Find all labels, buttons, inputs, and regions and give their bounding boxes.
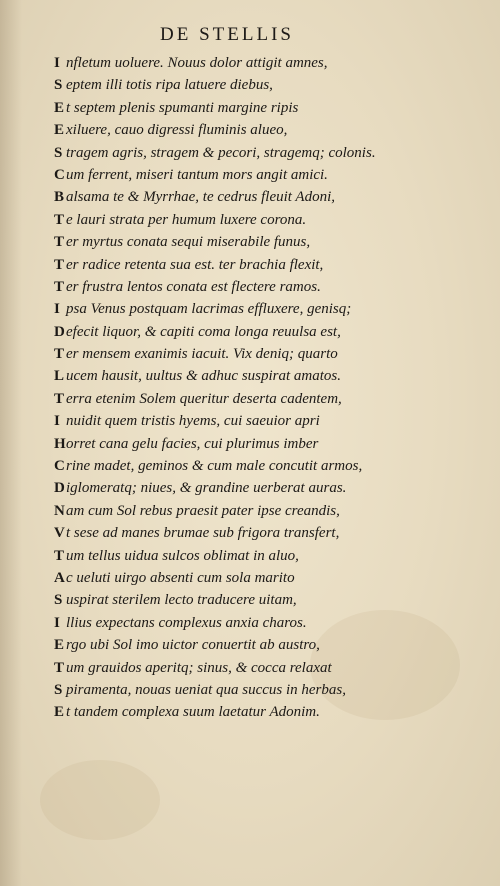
verse-initial: I <box>54 55 60 71</box>
verse-initial: T <box>54 346 65 363</box>
verse-initial: T <box>54 256 65 273</box>
verse-text: um grauidos aperitq; sinus, & cocca relaxat <box>66 659 332 676</box>
verse-line <box>54 298 454 320</box>
verse-text: t septem plenis spumanti margine ripis <box>66 99 299 116</box>
verse-text: nuidit quem tristis hyems, cui saeuior apri <box>66 413 320 430</box>
verse-initial: T <box>54 278 65 295</box>
verse-line <box>54 231 454 253</box>
verse-line <box>54 545 454 567</box>
verse-text: tragem agris, stragem & pecori, stragemq; colonis. <box>66 144 376 161</box>
verse-line <box>54 254 454 276</box>
running-title: DE STELLIS <box>160 24 294 45</box>
verse-text: orret cana gelu facies, cui plurimus imber <box>66 435 319 452</box>
verse-text: iglomeratq; niues, & grandine uerberat auras. <box>66 480 347 497</box>
verse-line <box>54 657 454 679</box>
verse-line <box>54 276 454 298</box>
verse-line <box>54 186 454 208</box>
verse-initial: N <box>54 502 65 519</box>
verse-text: rine madet, geminos & cum male concutit armos, <box>66 458 363 475</box>
verse-initial: H <box>54 435 66 452</box>
verse-line <box>54 97 454 119</box>
verse-text: ucem hausit, uultus & adhuc suspirat amatos. <box>66 368 342 385</box>
verse-initial: A <box>54 569 65 586</box>
verse-text: er mensem exanimis iacuit. Vix deniq; quarto <box>66 346 338 363</box>
verse-text: efecit liquor, & capiti coma longa reuulsa est, <box>66 323 341 340</box>
verse-line <box>54 52 454 74</box>
verse-text: t tandem complexa suum laetatur Adonim. <box>66 704 320 721</box>
paper-stain <box>40 760 160 840</box>
verse-initial: D <box>54 323 65 340</box>
verse-initial: S <box>54 144 63 161</box>
verse-line <box>54 522 454 544</box>
verse-initial: C <box>54 166 65 183</box>
verse-text: um ferrent, miseri tantum mors angit amici. <box>66 166 328 183</box>
verse-initial: T <box>54 211 65 228</box>
verse-line <box>54 477 454 499</box>
verse-text: t sese ad manes brumae sub frigora transfert, <box>66 525 340 542</box>
verse-text: er frustra lentos conata est flectere ramos. <box>66 278 321 295</box>
verse-initial: I <box>54 301 60 318</box>
verse-text: nfletum uoluere. Nouus dolor attigit amnes, <box>66 55 328 71</box>
verse-line <box>54 74 454 96</box>
verse-text: er myrtus conata sequi miserabile funus, <box>66 234 311 251</box>
verse-initial: E <box>54 122 65 139</box>
verse-text: rgo ubi Sol imo uictor conuertit ab austro, <box>66 637 320 654</box>
verse-text: erra etenim Solem queritur deserta cadentem, <box>66 390 342 407</box>
verse-initial: V <box>54 525 65 542</box>
verse-text: uspirat sterilem lecto traducere uitam, <box>66 592 297 609</box>
verse-line <box>54 410 454 432</box>
verse-line <box>54 365 454 387</box>
verse-line <box>54 388 454 410</box>
verse-text: c ueluti uirgo absenti cum sola marito <box>66 569 295 586</box>
verse-text: am cum Sol rebus praesit pater ipse creandis, <box>66 502 340 519</box>
verse-line <box>54 343 454 365</box>
verse-initial: D <box>54 480 65 497</box>
verse-text: e lauri strata per humum luxere corona. <box>66 211 307 228</box>
verse-initial: E <box>54 99 65 116</box>
verse-line <box>54 142 454 164</box>
verse-line <box>54 567 454 589</box>
verse-initial: S <box>54 681 63 698</box>
verse-line <box>54 321 454 343</box>
verse-line <box>54 433 454 455</box>
verse-line <box>54 612 454 634</box>
verse-text: eptem illi totis ripa latuere diebus, <box>66 77 273 94</box>
verse-initial: B <box>54 189 65 206</box>
verse-initial: T <box>54 659 65 676</box>
verse-text: xiluere, cauo digressi fluminis alueo, <box>66 122 288 139</box>
verse-initial: I <box>54 413 60 430</box>
verse-initial: T <box>54 547 65 564</box>
verse-line <box>54 500 454 522</box>
verse-initial: T <box>54 234 65 251</box>
verse-line <box>54 701 454 723</box>
verse-initial: E <box>54 704 65 721</box>
verse-text: llius expectans complexus anxia charos. <box>66 614 307 631</box>
verse-text: er radice retenta sua est. ter brachia flexit, <box>66 256 324 273</box>
verse-line <box>54 164 454 186</box>
verse-text: psa Venus postquam lacrimas effluxere, genisq; <box>66 301 352 318</box>
verse-list <box>54 52 454 724</box>
verse-line <box>54 455 454 477</box>
verse-line <box>54 589 454 611</box>
verse-text: piramenta, nouas ueniat qua succus in herbas, <box>66 681 346 698</box>
verse-line <box>54 634 454 656</box>
verse-initial: C <box>54 458 65 475</box>
verse-initial: L <box>54 368 65 385</box>
verse-initial: S <box>54 77 63 94</box>
verse-initial: T <box>54 390 65 407</box>
verse-line <box>54 679 454 701</box>
verse-initial: S <box>54 592 63 609</box>
verse-initial: E <box>54 637 65 654</box>
verse-line <box>54 119 454 141</box>
verse-text: alsama te & Myrrhae, te cedrus fleuit Adoni, <box>66 189 335 206</box>
verse-line <box>54 209 454 231</box>
verse-initial: I <box>54 614 60 631</box>
verse-text: um tellus uidua sulcos oblimat in aluo, <box>66 547 299 564</box>
